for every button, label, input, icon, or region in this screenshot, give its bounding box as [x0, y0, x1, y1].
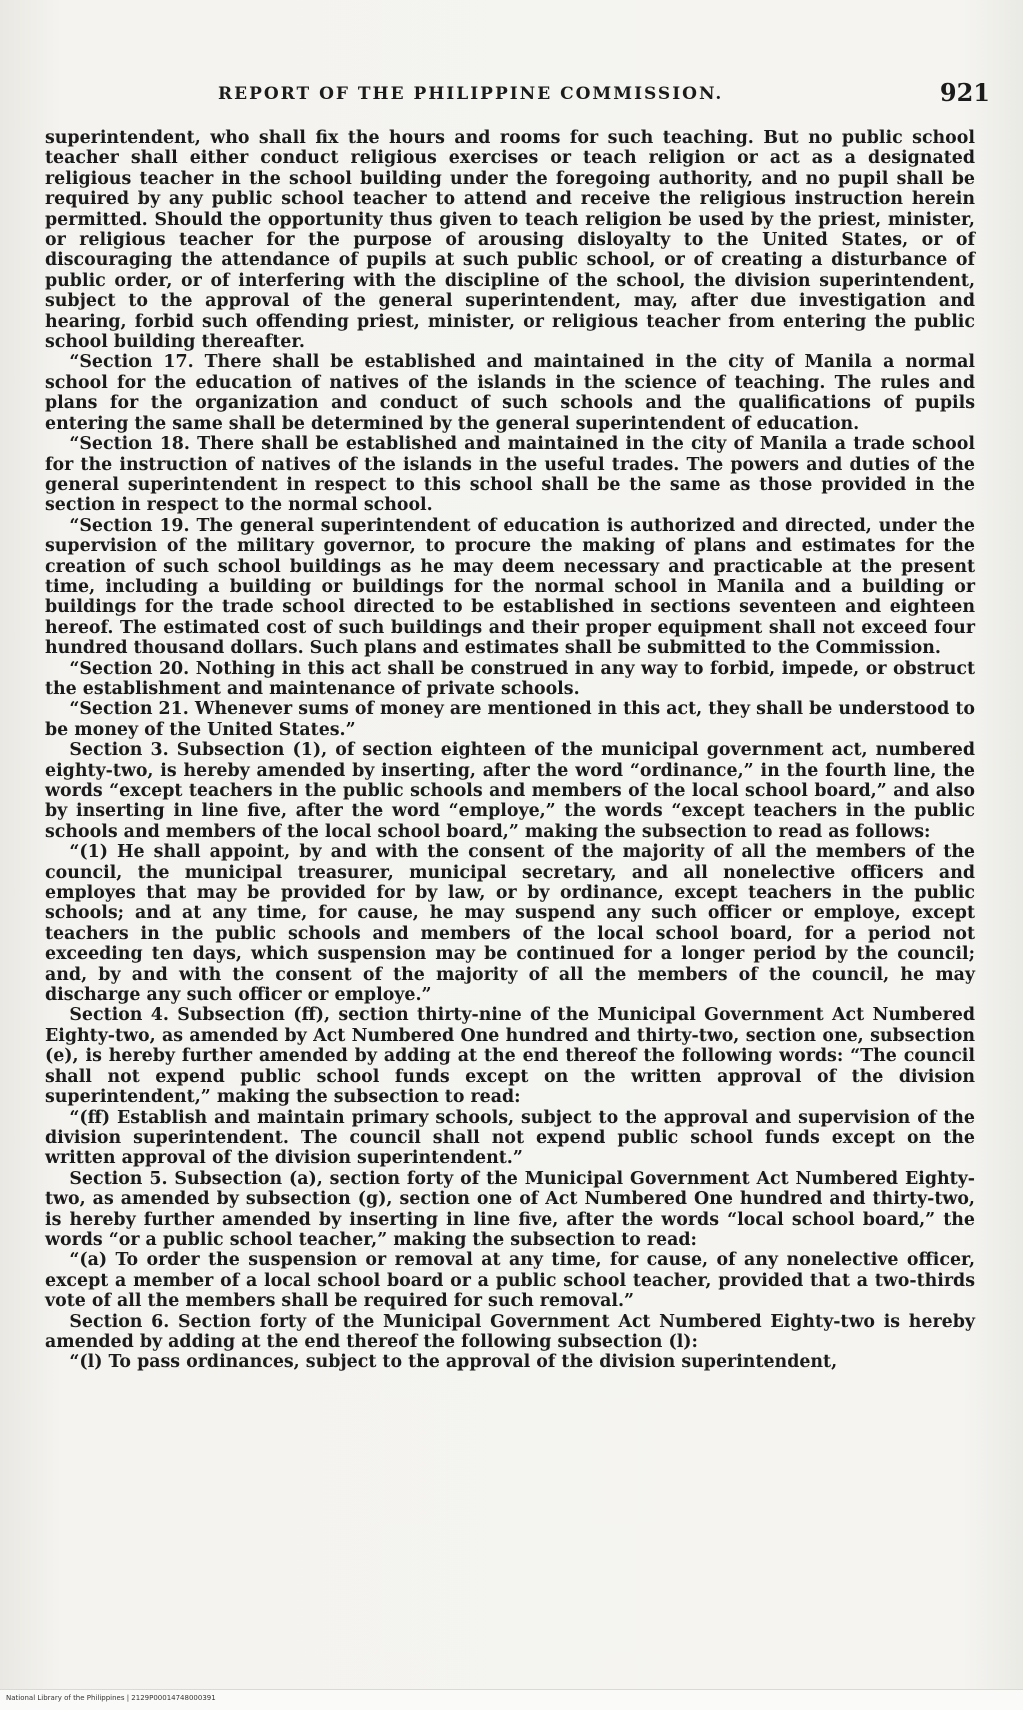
- paragraph-continuation: superintendent, who shall fix the hours and rooms for such teaching. But no public school teacher shall either conduct religious exercises or teach religion or act as a designated religious teacher in the school building under the foregoing authority, and no pupil shall be required by any public school teacher to attend and receive the religious instruction herein permitted. Should the opportunity thus given to teach religion be used by the priest, minister, or religious teacher for the purpose of arousing disloyalty to the United States, or of discouraging the attendance of pupils at such public school, or of creating a disturbance of public order, or of interfering with the discipline of the school, the division superintendent, subject to the approval of the general superintendent, may, after due investigation and hearing, forbid such offending priest, minister, or religious teacher from entering the public school building thereafter.: [45, 128, 975, 353]
- body-text: [45, 128, 975, 1373]
- paragraph-subsection-ff: “(ff) Establish and maintain primary schools, subject to the approval and supervision of the division superintendent. The council shall not expend public school funds except on the written approval of the division superintendent.”: [45, 1107, 975, 1169]
- paragraph-act-section-3: Section 3. Subsection (1), of section eighteen of the municipal government act, numbered eighty-two, is hereby amended by inserting, after the word “ordinance,” in the fourth line, the words “except teachers in the public schools and members of the local school board,” and also by inserting in line five, after the word “employe,” the words “except teachers in the public schools and members of the local school board,” making the subsection to read as follows:: [45, 740, 975, 842]
- scan-footer: [0, 1689, 1023, 1710]
- paragraph-subsection-1: “(1) He shall appoint, by and with the consent of the majority of all the members of the council, the municipal treasurer, municipal secretary, and all nonelective officers and employes that may be provided for by law, or by ordinance, except teachers in the public schools; and at any time, for cause, he may suspend any such officer or employe, except teachers in the public schools and members of the local school board, for a period not exceeding ten days, which suspension may be continued for a longer period by the council; and, by and with the consent of the majority of all the members of the council, he may discharge any such officer or employe.”: [45, 842, 975, 1006]
- paragraph-section-20: “Section 20. Nothing in this act shall be construed in any way to forbid, impede, or obstruct the establishment and maintenance of private schools.: [45, 658, 975, 699]
- footer-note: National Library of the Philippines | 2129P00014748000391: [6, 1694, 216, 1702]
- paragraph-section-21: “Section 21. Whenever sums of money are mentioned in this act, they shall be understood to be money of the United States.”: [45, 699, 975, 740]
- paragraph-act-section-5: Section 5. Subsection (a), section forty of the Municipal Government Act Numbered Eighty-two, as amended by subsection (g), section one of Act Numbered One hundred and thirty-two, is hereby further amended by inserting in line five, after the words “local school board,” the words “or a public school teacher,” making the subsection to read:: [45, 1168, 975, 1250]
- paragraph-act-section-4: Section 4. Subsection (ff), section thirty-nine of the Municipal Government Act Numbered Eighty-two, as amended by Act Numbered One hundred and thirty-two, section one, subsection (e), is hereby further amended by adding at the end thereof the following words: “The council shall not expend public school funds except on the written approval of the division superintendent,” making the subsection to read:: [45, 1005, 975, 1108]
- paragraph-section-19: “Section 19. The general superintendent of education is authorized and directed, under the supervision of the military governor, to procure the making of plans and estimates for the creation of such school buildings as he may deem necessary and practicable at the present time, including a building or buildings for the normal school in Manila and a building or buildings for the trade school directed to be established in sections seventeen and eighteen hereof. The estimated cost of such buildings and their proper equipment shall not exceed four hundred thousand dollars. Such plans and estimates shall be submitted to the Commission.: [45, 515, 975, 659]
- page-header: [40, 78, 990, 116]
- paragraph-subsection-l: “(l) To pass ordinances, subject to the approval of the division superintendent,: [69, 1352, 838, 1373]
- paragraph-section-18: “Section 18. There shall be established and maintained in the city of Manila a trade school for the instruction of natives of the islands in the useful trades. The powers and duties of the general superintendent in respect to this school shall be the same as those provided in the section in respect to the normal school.: [45, 434, 975, 516]
- paragraph-section-17: “Section 17. There shall be established and maintained in the city of Manila a normal school for the education of natives of the islands in the science of teaching. The rules and plans for the organization and conduct of such schools and the qualifications of pupils entering the same shall be determined by the general superintendent of education.: [45, 352, 975, 434]
- paragraph-subsection-a: “(a) To order the suspension or removal at any time, for cause, of any nonelective officer, except a member of a local school board or a public school teacher, provided that a two-thirds vote of all the members shall be required for such removal.”: [45, 1250, 975, 1312]
- page-number: 921: [939, 78, 990, 107]
- paragraph-act-section-6: Section 6. Section forty of the Municipal Government Act Numbered Eighty-two is hereby amended by adding at the end thereof the following subsection (l):: [45, 1311, 975, 1352]
- running-title: REPORT OF THE PHILIPPINE COMMISSION.: [218, 84, 724, 104]
